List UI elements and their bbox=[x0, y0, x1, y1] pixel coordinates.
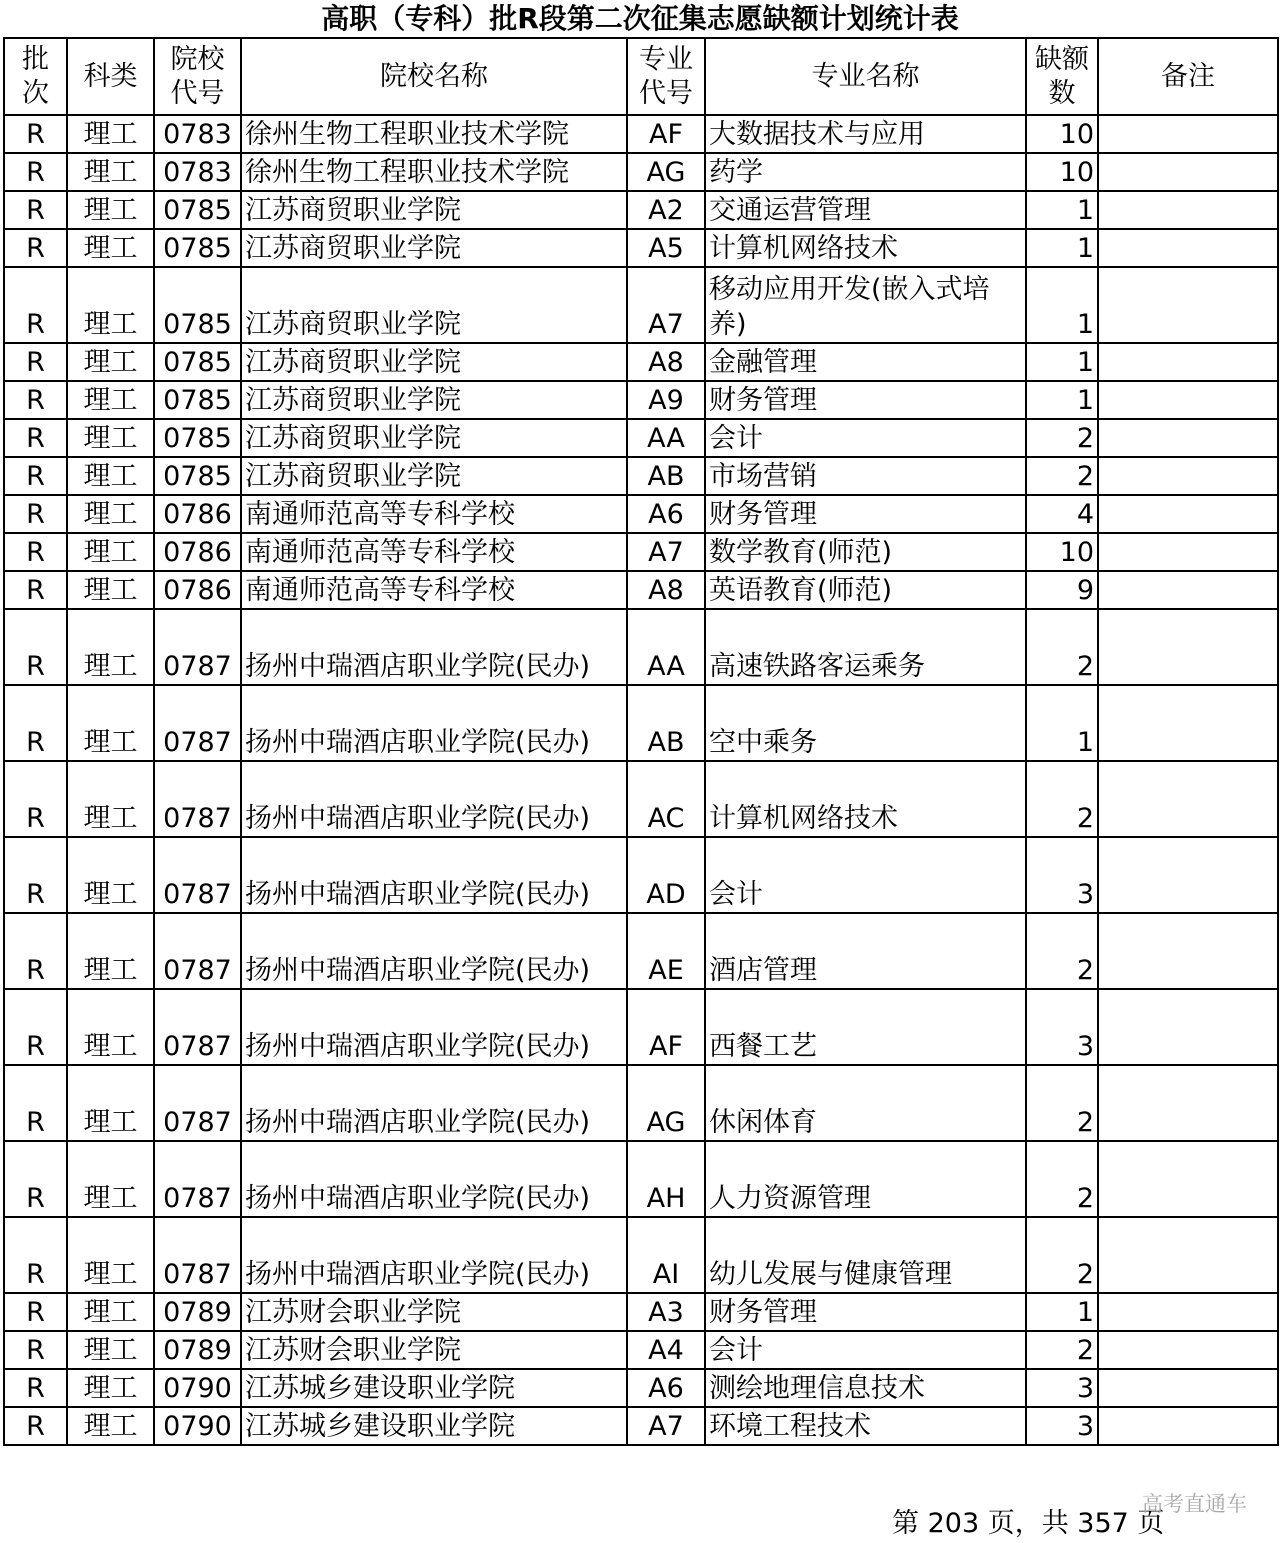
header-category: 科类 bbox=[67, 38, 154, 115]
cell-major-name: 幼儿发展与健康管理 bbox=[705, 1217, 1026, 1293]
cell-major-name: 金融管理 bbox=[705, 343, 1026, 381]
cell-school-name: 江苏财会职业学院 bbox=[241, 1293, 627, 1331]
cell-category: 理工 bbox=[67, 837, 154, 913]
cell-major-code: A2 bbox=[627, 191, 705, 229]
cell-category: 理工 bbox=[67, 1369, 154, 1407]
cell-school-name: 徐州生物工程职业技术学院 bbox=[241, 115, 627, 153]
cell-category: 理工 bbox=[67, 495, 154, 533]
cell-batch: R bbox=[4, 1331, 67, 1369]
cell-remark bbox=[1098, 913, 1278, 989]
cell-school-code: 0783 bbox=[154, 115, 241, 153]
cell-remark bbox=[1098, 609, 1278, 685]
page-number: 第 203 页，共 357 页 bbox=[892, 1508, 1165, 1539]
cell-quota: 10 bbox=[1026, 533, 1098, 571]
cell-batch: R bbox=[4, 1407, 67, 1445]
cell-major-name: 财务管理 bbox=[705, 495, 1026, 533]
cell-category: 理工 bbox=[67, 1065, 154, 1141]
cell-major-name: 会计 bbox=[705, 837, 1026, 913]
cell-batch: R bbox=[4, 1293, 67, 1331]
cell-batch: R bbox=[4, 1369, 67, 1407]
cell-quota: 2 bbox=[1026, 1331, 1098, 1369]
table-row bbox=[4, 457, 1278, 495]
cell-quota: 2 bbox=[1026, 913, 1098, 989]
cell-remark bbox=[1098, 989, 1278, 1065]
table-row bbox=[4, 115, 1278, 153]
cell-major-code: A7 bbox=[627, 533, 705, 571]
cell-category: 理工 bbox=[67, 761, 154, 837]
cell-major-code: AF bbox=[627, 115, 705, 153]
table-row bbox=[4, 229, 1278, 267]
cell-batch: R bbox=[4, 419, 67, 457]
cell-major-name: 计算机网络技术 bbox=[705, 229, 1026, 267]
cell-school-code: 0787 bbox=[154, 1141, 241, 1217]
cell-remark bbox=[1098, 1331, 1278, 1369]
cell-remark bbox=[1098, 837, 1278, 913]
cell-major-code: A4 bbox=[627, 1331, 705, 1369]
cell-remark bbox=[1098, 495, 1278, 533]
cell-major-code: A6 bbox=[627, 1369, 705, 1407]
header-quota: 缺额数 bbox=[1026, 38, 1098, 115]
cell-school-name: 江苏商贸职业学院 bbox=[241, 457, 627, 495]
table-body bbox=[4, 115, 1278, 1445]
cell-school-name: 江苏商贸职业学院 bbox=[241, 229, 627, 267]
cell-major-name: 市场营销 bbox=[705, 457, 1026, 495]
cell-major-name: 大数据技术与应用 bbox=[705, 115, 1026, 153]
cell-major-name: 移动应用开发(嵌入式培养) bbox=[705, 267, 1026, 343]
cell-major-code: AF bbox=[627, 989, 705, 1065]
cell-remark bbox=[1098, 1217, 1278, 1293]
cell-remark bbox=[1098, 761, 1278, 837]
cell-category: 理工 bbox=[67, 533, 154, 571]
cell-category: 理工 bbox=[67, 343, 154, 381]
page-title: 高职（专科）批R段第二次征集志愿缺额计划统计表 bbox=[321, 2, 959, 35]
cell-major-name: 数学教育(师范) bbox=[705, 533, 1026, 571]
cell-school-code: 0787 bbox=[154, 1065, 241, 1141]
cell-category: 理工 bbox=[67, 913, 154, 989]
cell-batch: R bbox=[4, 343, 67, 381]
cell-remark bbox=[1098, 533, 1278, 571]
cell-school-name: 扬州中瑞酒店职业学院(民办) bbox=[241, 609, 627, 685]
cell-school-code: 0786 bbox=[154, 533, 241, 571]
cell-remark bbox=[1098, 419, 1278, 457]
cell-category: 理工 bbox=[67, 989, 154, 1065]
cell-batch: R bbox=[4, 761, 67, 837]
cell-quota: 2 bbox=[1026, 1065, 1098, 1141]
cell-school-code: 0787 bbox=[154, 685, 241, 761]
cell-batch: R bbox=[4, 115, 67, 153]
table-row bbox=[4, 1369, 1278, 1407]
cell-major-code: AI bbox=[627, 1217, 705, 1293]
cell-major-name: 计算机网络技术 bbox=[705, 761, 1026, 837]
table-row bbox=[4, 1331, 1278, 1369]
cell-major-name: 会计 bbox=[705, 419, 1026, 457]
table-row bbox=[4, 609, 1278, 685]
cell-remark bbox=[1098, 1369, 1278, 1407]
cell-school-name: 扬州中瑞酒店职业学院(民办) bbox=[241, 1065, 627, 1141]
cell-school-code: 0789 bbox=[154, 1293, 241, 1331]
cell-quota: 1 bbox=[1026, 229, 1098, 267]
cell-category: 理工 bbox=[67, 229, 154, 267]
cell-major-code: A8 bbox=[627, 571, 705, 609]
cell-category: 理工 bbox=[67, 191, 154, 229]
cell-major-name: 财务管理 bbox=[705, 1293, 1026, 1331]
header-school-code: 院校代号 bbox=[154, 38, 241, 115]
table-row bbox=[4, 343, 1278, 381]
table-row bbox=[4, 533, 1278, 571]
cell-major-name: 高速铁路客运乘务 bbox=[705, 609, 1026, 685]
cell-quota: 2 bbox=[1026, 761, 1098, 837]
cell-quota: 2 bbox=[1026, 419, 1098, 457]
cell-major-code: A6 bbox=[627, 495, 705, 533]
cell-major-code: A9 bbox=[627, 381, 705, 419]
table-row bbox=[4, 989, 1278, 1065]
cell-quota: 10 bbox=[1026, 115, 1098, 153]
cell-category: 理工 bbox=[67, 1293, 154, 1331]
cell-school-name: 江苏财会职业学院 bbox=[241, 1331, 627, 1369]
cell-quota: 2 bbox=[1026, 1141, 1098, 1217]
cell-quota: 2 bbox=[1026, 609, 1098, 685]
cell-category: 理工 bbox=[67, 1331, 154, 1369]
cell-school-name: 江苏商贸职业学院 bbox=[241, 267, 627, 343]
cell-quota: 3 bbox=[1026, 989, 1098, 1065]
cell-category: 理工 bbox=[67, 1217, 154, 1293]
table-row bbox=[4, 761, 1278, 837]
cell-category: 理工 bbox=[67, 153, 154, 191]
cell-category: 理工 bbox=[67, 419, 154, 457]
table-row bbox=[4, 1141, 1278, 1217]
cell-major-code: AG bbox=[627, 153, 705, 191]
cell-major-name: 英语教育(师范) bbox=[705, 571, 1026, 609]
cell-school-code: 0783 bbox=[154, 153, 241, 191]
cell-school-name: 扬州中瑞酒店职业学院(民办) bbox=[241, 1141, 627, 1217]
cell-category: 理工 bbox=[67, 1141, 154, 1217]
cell-batch: R bbox=[4, 1141, 67, 1217]
cell-major-name: 交通运营管理 bbox=[705, 191, 1026, 229]
cell-school-name: 扬州中瑞酒店职业学院(民办) bbox=[241, 989, 627, 1065]
cell-remark bbox=[1098, 381, 1278, 419]
cell-remark bbox=[1098, 191, 1278, 229]
cell-major-code: AC bbox=[627, 761, 705, 837]
table-row bbox=[4, 495, 1278, 533]
table-row bbox=[4, 1407, 1278, 1445]
cell-major-name: 财务管理 bbox=[705, 381, 1026, 419]
cell-batch: R bbox=[4, 267, 67, 343]
cell-school-code: 0785 bbox=[154, 267, 241, 343]
cell-major-code: A7 bbox=[627, 267, 705, 343]
cell-school-code: 0785 bbox=[154, 343, 241, 381]
watermark: 高考直通车 bbox=[1142, 1492, 1247, 1516]
table-row bbox=[4, 1293, 1278, 1331]
cell-batch: R bbox=[4, 837, 67, 913]
cell-school-name: 江苏商贸职业学院 bbox=[241, 343, 627, 381]
cell-category: 理工 bbox=[67, 457, 154, 495]
cell-school-code: 0790 bbox=[154, 1407, 241, 1445]
cell-major-code: A5 bbox=[627, 229, 705, 267]
table-row bbox=[4, 913, 1278, 989]
cell-quota: 3 bbox=[1026, 1369, 1098, 1407]
cell-batch: R bbox=[4, 685, 67, 761]
cell-quota: 9 bbox=[1026, 571, 1098, 609]
cell-school-code: 0787 bbox=[154, 1217, 241, 1293]
cell-batch: R bbox=[4, 153, 67, 191]
table-row bbox=[4, 1217, 1278, 1293]
header-school-name: 院校名称 bbox=[241, 38, 627, 115]
cell-school-code: 0789 bbox=[154, 1331, 241, 1369]
cell-school-name: 南通师范高等专科学校 bbox=[241, 495, 627, 533]
cell-category: 理工 bbox=[67, 115, 154, 153]
cell-remark bbox=[1098, 457, 1278, 495]
cell-batch: R bbox=[4, 1065, 67, 1141]
cell-batch: R bbox=[4, 229, 67, 267]
table-row bbox=[4, 191, 1278, 229]
cell-quota: 1 bbox=[1026, 685, 1098, 761]
cell-batch: R bbox=[4, 609, 67, 685]
cell-major-code: AG bbox=[627, 1065, 705, 1141]
cell-school-code: 0790 bbox=[154, 1369, 241, 1407]
table-row bbox=[4, 685, 1278, 761]
table-row bbox=[4, 153, 1278, 191]
cell-school-name: 江苏城乡建设职业学院 bbox=[241, 1369, 627, 1407]
cell-quota: 3 bbox=[1026, 837, 1098, 913]
cell-quota: 1 bbox=[1026, 1293, 1098, 1331]
cell-school-code: 0785 bbox=[154, 191, 241, 229]
cell-school-name: 江苏商贸职业学院 bbox=[241, 419, 627, 457]
cell-quota: 1 bbox=[1026, 267, 1098, 343]
header-row bbox=[4, 38, 1278, 115]
table-row bbox=[4, 381, 1278, 419]
cell-batch: R bbox=[4, 381, 67, 419]
cell-quota: 10 bbox=[1026, 153, 1098, 191]
cell-major-code: AE bbox=[627, 913, 705, 989]
cell-school-code: 0787 bbox=[154, 989, 241, 1065]
cell-batch: R bbox=[4, 913, 67, 989]
cell-major-code: AB bbox=[627, 685, 705, 761]
cell-school-name: 南通师范高等专科学校 bbox=[241, 533, 627, 571]
cell-quota: 1 bbox=[1026, 343, 1098, 381]
table-row bbox=[4, 419, 1278, 457]
cell-major-code: AD bbox=[627, 837, 705, 913]
cell-quota: 1 bbox=[1026, 381, 1098, 419]
cell-remark bbox=[1098, 153, 1278, 191]
cell-major-name: 会计 bbox=[705, 1331, 1026, 1369]
cell-major-name: 休闲体育 bbox=[705, 1065, 1026, 1141]
cell-school-code: 0785 bbox=[154, 457, 241, 495]
quota-table bbox=[3, 37, 1279, 1446]
cell-school-name: 扬州中瑞酒店职业学院(民办) bbox=[241, 761, 627, 837]
cell-quota: 4 bbox=[1026, 495, 1098, 533]
cell-school-code: 0786 bbox=[154, 495, 241, 533]
cell-major-code: AA bbox=[627, 419, 705, 457]
cell-remark bbox=[1098, 1065, 1278, 1141]
cell-category: 理工 bbox=[67, 1407, 154, 1445]
cell-school-code: 0787 bbox=[154, 761, 241, 837]
cell-school-code: 0787 bbox=[154, 837, 241, 913]
cell-major-name: 空中乘务 bbox=[705, 685, 1026, 761]
cell-quota: 2 bbox=[1026, 1217, 1098, 1293]
cell-remark bbox=[1098, 115, 1278, 153]
cell-school-name: 南通师范高等专科学校 bbox=[241, 571, 627, 609]
cell-batch: R bbox=[4, 191, 67, 229]
table-row bbox=[4, 1065, 1278, 1141]
cell-major-name: 人力资源管理 bbox=[705, 1141, 1026, 1217]
table-row bbox=[4, 571, 1278, 609]
cell-remark bbox=[1098, 1407, 1278, 1445]
cell-major-code: A3 bbox=[627, 1293, 705, 1331]
cell-batch: R bbox=[4, 457, 67, 495]
cell-school-name: 扬州中瑞酒店职业学院(民办) bbox=[241, 685, 627, 761]
cell-major-name: 酒店管理 bbox=[705, 913, 1026, 989]
cell-school-code: 0785 bbox=[154, 229, 241, 267]
cell-remark bbox=[1098, 267, 1278, 343]
cell-remark bbox=[1098, 1141, 1278, 1217]
cell-remark bbox=[1098, 343, 1278, 381]
cell-batch: R bbox=[4, 495, 67, 533]
cell-major-name: 药学 bbox=[705, 153, 1026, 191]
cell-school-code: 0785 bbox=[154, 381, 241, 419]
cell-school-code: 0785 bbox=[154, 419, 241, 457]
cell-major-name: 西餐工艺 bbox=[705, 989, 1026, 1065]
cell-quota: 1 bbox=[1026, 191, 1098, 229]
cell-school-code: 0787 bbox=[154, 913, 241, 989]
cell-major-name: 测绘地理信息技术 bbox=[705, 1369, 1026, 1407]
cell-category: 理工 bbox=[67, 685, 154, 761]
table-row bbox=[4, 837, 1278, 913]
cell-major-name: 环境工程技术 bbox=[705, 1407, 1026, 1445]
cell-batch: R bbox=[4, 533, 67, 571]
cell-school-code: 0787 bbox=[154, 609, 241, 685]
cell-major-code: AH bbox=[627, 1141, 705, 1217]
cell-school-name: 扬州中瑞酒店职业学院(民办) bbox=[241, 1217, 627, 1293]
header-batch: 批次 bbox=[4, 38, 67, 115]
cell-school-name: 扬州中瑞酒店职业学院(民办) bbox=[241, 913, 627, 989]
cell-school-name: 江苏城乡建设职业学院 bbox=[241, 1407, 627, 1445]
cell-school-name: 徐州生物工程职业技术学院 bbox=[241, 153, 627, 191]
cell-school-name: 江苏商贸职业学院 bbox=[241, 191, 627, 229]
header-major-name: 专业名称 bbox=[705, 38, 1026, 115]
cell-major-code: AA bbox=[627, 609, 705, 685]
table-row bbox=[4, 267, 1278, 343]
cell-category: 理工 bbox=[67, 381, 154, 419]
cell-remark bbox=[1098, 685, 1278, 761]
cell-quota: 2 bbox=[1026, 457, 1098, 495]
cell-batch: R bbox=[4, 1217, 67, 1293]
cell-category: 理工 bbox=[67, 609, 154, 685]
cell-major-code: AB bbox=[627, 457, 705, 495]
cell-category: 理工 bbox=[67, 571, 154, 609]
header-major-code: 专业代号 bbox=[627, 38, 705, 115]
cell-school-name: 扬州中瑞酒店职业学院(民办) bbox=[241, 837, 627, 913]
cell-quota: 3 bbox=[1026, 1407, 1098, 1445]
cell-category: 理工 bbox=[67, 267, 154, 343]
cell-remark bbox=[1098, 571, 1278, 609]
header-remark: 备注 bbox=[1098, 38, 1278, 115]
cell-batch: R bbox=[4, 989, 67, 1065]
cell-remark bbox=[1098, 229, 1278, 267]
cell-remark bbox=[1098, 1293, 1278, 1331]
cell-school-code: 0786 bbox=[154, 571, 241, 609]
cell-major-code: A7 bbox=[627, 1407, 705, 1445]
cell-school-name: 江苏商贸职业学院 bbox=[241, 381, 627, 419]
cell-batch: R bbox=[4, 571, 67, 609]
cell-major-code: A8 bbox=[627, 343, 705, 381]
